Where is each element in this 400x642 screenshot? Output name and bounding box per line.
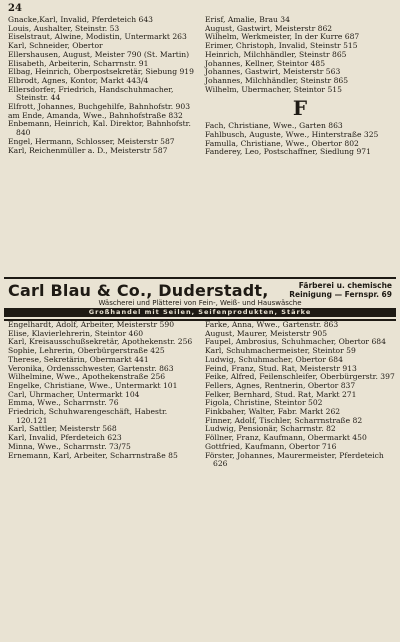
directory-entry: Engelke, Christiane, Wwe., Untermarkt 101: [8, 380, 178, 390]
directory-entry: Finner, Adolf, Tischler, Scharrnstraße 82: [205, 415, 363, 425]
directory-entry: Minna, Wwe., Scharrnstr. 73/75: [8, 441, 131, 451]
advertisement-carl-blau: [4, 277, 396, 321]
directory-entry: Finkbaher, Walter, Fabr. Markt 262: [205, 407, 341, 417]
directory-entry: Ludwig, Pensionär, Scharrnstr. 82: [205, 424, 336, 434]
directory-entry: August, Gastwirt, Meisterstr 862: [205, 23, 333, 33]
directory-entry: Famulla, Christiane, Wwe., Obertor 802: [205, 138, 359, 148]
directory-entry: Ernemann, Karl, Arbeiter, Scharrnstraße 85: [8, 450, 178, 460]
ad-service-line-1: Färberei u. chemische: [298, 281, 392, 290]
directory-entry: Karl, Reichenmüller a. D., Meisterstr 587: [8, 145, 168, 155]
directory-entry: Johannes, Gastwirt, Meisterstr 563: [205, 67, 341, 77]
directory-entry: Wilhelmine, Wwe., Apothekenstraße 256: [8, 372, 166, 382]
column-top-right: [205, 16, 395, 157]
ad-laundry-line: Wäscherei und Plätterei von Fein-, Weiß- und Hauswäsche: [98, 299, 302, 307]
section-letter-heading: F: [292, 96, 308, 121]
directory-entry: Ellersdorfer, Friedrich, Handschuhmacher, Steinstr. 44: [8, 84, 174, 103]
directory-entry: Ellershausen, August, Meister 790 (St. Martin): [8, 49, 190, 59]
directory-entry: Heinrich, Milchhändler, Steinstr 865: [205, 49, 347, 59]
directory-entry: Elbag, Heinrich, Oberpostsekretär, Siebung 919: [8, 67, 194, 77]
directory-entry: Carl, Uhrmacher, Untermarkt 104: [8, 389, 140, 399]
directory-entry: Elbrodt, Agnes, Kontor, Markt 443/4: [8, 75, 149, 85]
directory-entry: Therese, Sekretärin, Obermarkt 441: [8, 354, 149, 364]
directory-entry: Karl, Schneider, Obertor: [8, 41, 103, 51]
directory-entry: Erisf, Amalie, Brau 34: [205, 15, 290, 24]
directory-entry: Elfrott, Johannes, Buchgehilfe, Bahnhofstr. 903: [8, 102, 191, 112]
directory-entry: Friedrich, Schuhwarengeschäft, Habestr. 120.121: [8, 407, 168, 425]
directory-entry: Gottfried, Kaufmann, Obertor 716: [205, 441, 337, 451]
directory-entry: Feike, Alfred, Feilenschleifer, Oberbürgerstr. 397: [205, 372, 395, 382]
page-number: 24: [8, 3, 22, 14]
directory-entry: August, Maurer, Meisterstr 905: [205, 328, 328, 338]
directory-entry: Feind, Franz, Stud. Rat, Meisterstr 913: [205, 363, 357, 373]
directory-entry: Engel, Hermann, Schlosser, Meisterstr 587: [8, 136, 175, 146]
column-bottom-left: [8, 321, 196, 460]
directory-entry: Louis, Aushalter, Steinstr. 53: [8, 23, 120, 33]
directory-entry: Felker, Bernhard, Stud. Rat, Markt 271: [205, 389, 357, 399]
column-bottom-right: [205, 321, 395, 469]
directory-entry: Föllner, Franz, Kaufmann, Obermarkt 450: [205, 433, 367, 443]
directory-entry: Förster, Johannes, Maurermeister, Pferdeteich 626: [205, 450, 384, 469]
directory-entry: Veronika, Ordensschwester, Gartenstr. 863: [8, 363, 174, 373]
directory-entry: Karl, Schuhmachermeister, Steintor 59: [205, 346, 356, 356]
entries-f-start: [205, 122, 395, 157]
ad-company-name: Carl Blau & Co., Duderstadt,: [8, 281, 269, 300]
directory-entry: Fahlbusch, Auguste, Wwe., Hinterstraße 325: [205, 130, 379, 140]
directory-entry: Faupel, Ambrosius, Schuhmacher, Obertor 684: [205, 337, 386, 347]
directory-entry: Johannes, Kellner, Steintor 485: [205, 58, 326, 68]
directory-entry: Engelhardt, Adolf, Arbeiter, Meisterstr 590: [8, 320, 175, 329]
directory-entry: am Ende, Amanda, Wwe., Bahnhofstraße 832: [8, 110, 183, 120]
directory-entry: Fellers, Agnes, Rentnerin, Obertor 837: [205, 380, 356, 390]
directory-entry: Ludwig, Schuhmacher, Obertor 684: [205, 354, 343, 364]
directory-entry: Elisabeth, Arbeiterin, Scharrnstr. 91: [8, 58, 149, 68]
directory-entry: Johannes, Milchhändler, Steinstr 865: [205, 75, 349, 85]
directory-entry: Fach, Christiane, Wwe., Garten 863: [205, 121, 343, 131]
directory-entry: Karl, Invalid, Pferdeteich 623: [8, 433, 122, 443]
column-top-left: [8, 16, 196, 155]
directory-entry: Emma, Wwe., Scharrnstr. 76: [8, 398, 119, 408]
directory-entry: Sophie, Lehrerin, Oberbürgerstraße 425: [8, 346, 165, 356]
directory-entry: Karl, Kreisausschußsekretär, Apothekenstr. 256: [8, 337, 193, 347]
ad-service-line-2: Reinigung — Fernspr. 69: [289, 290, 392, 299]
directory-entry: Wilhelm, Ubermacher, Steintor 515: [205, 84, 342, 94]
ad-wholesale-band: Großhandel mit Seilen, Seifenprodukten, Stärke: [4, 308, 396, 317]
directory-entry: Figola, Christine, Steintor 502: [205, 398, 323, 408]
entries-e-continued: [205, 16, 395, 94]
directory-entry: Gnacke,Karl, Invalid, Pferdeteich 643: [8, 15, 154, 24]
directory-entry: Elise, Klavierlehrerin, Steintor 460: [8, 328, 144, 338]
directory-entry: Karl, Sattler, Meisterstr 568: [8, 424, 117, 434]
directory-entry: Enbemann, Heinrich, Kal. Direktor, Bahnhofstr. 840: [8, 119, 191, 138]
directory-entry: Wilhelm, Werkmeister, In der Kurre 687: [205, 32, 360, 42]
directory-entry: Farke, Anna, Wwe., Gartenstr. 863: [205, 320, 339, 329]
directory-entry: Eiselstraut, Alwine, Modistin, Untermarkt 263: [8, 32, 187, 42]
directory-entry: Erimer, Christoph, Invalid, Steinstr 515: [205, 41, 358, 51]
directory-entry: Fanderey, Leo, Postschaffner, Siedlung 971: [205, 147, 371, 157]
